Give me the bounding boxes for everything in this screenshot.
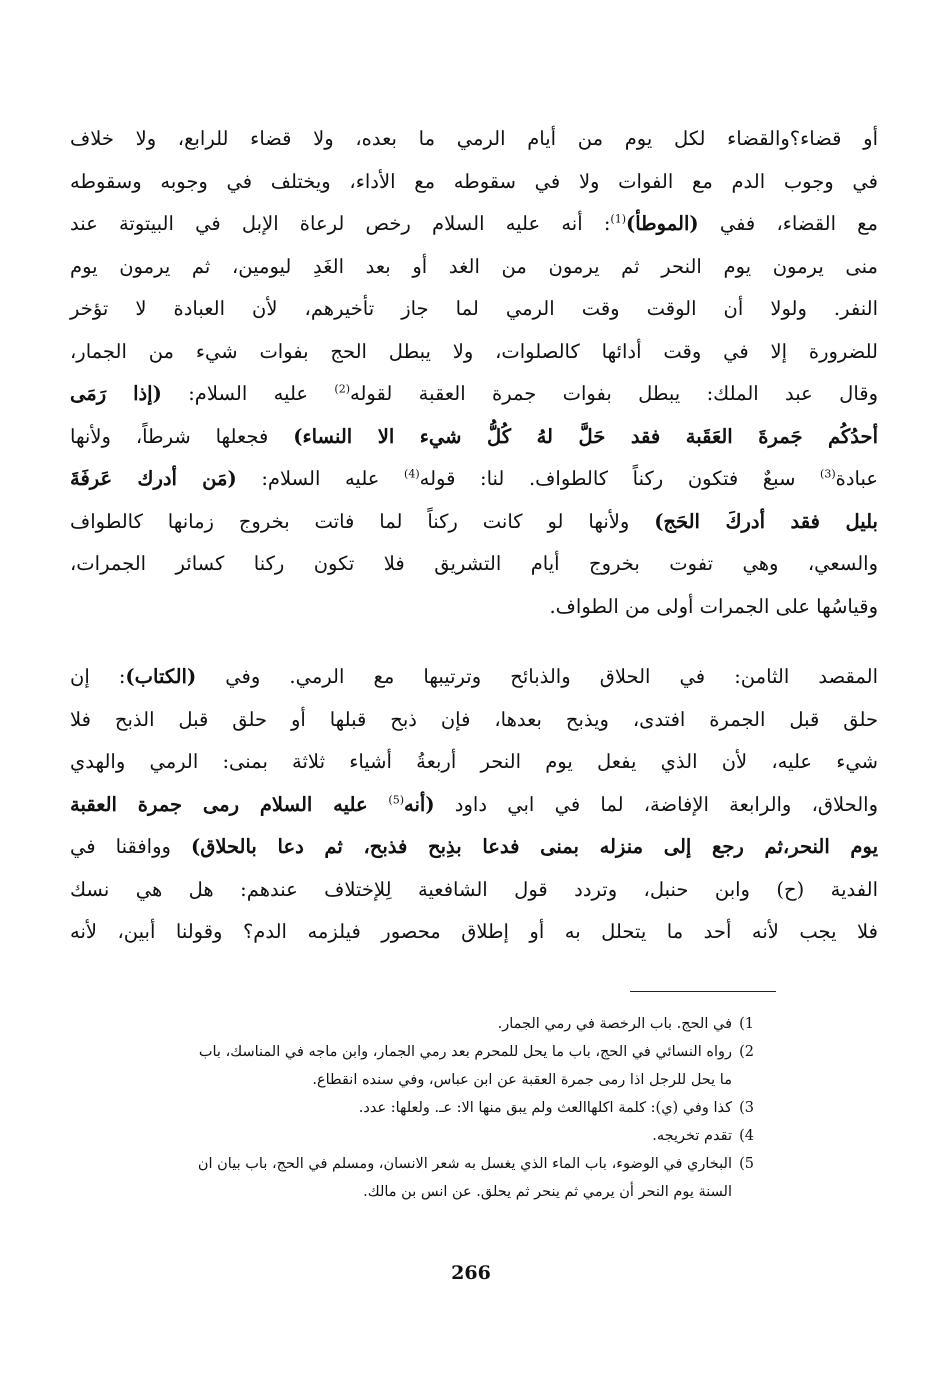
main-text [70, 118, 878, 954]
text-segment: : أنه عليه السلام رخص لرعاة الإبل في البيتوتة عند [70, 212, 611, 235]
footnote-ref-2[interactable]: (2) [334, 382, 350, 396]
footnote-number: 5) [739, 1156, 754, 1172]
footnote-text: رواه النسائي في الحج، باب ما يحل للمحرم بعد رمي الجمار، وابن ماجه في المناسك، باب [198, 1044, 732, 1060]
footnote-ref-1[interactable]: (1) [610, 212, 626, 226]
footnote-number: 1) [739, 1016, 754, 1032]
hadith-quote: عليه السلام رمى جمرة العقبة [70, 792, 389, 816]
hadith-quote: (مَن أدرك عَرفَةَ [70, 467, 237, 490]
footnote-text: في الحج. باب الرخصة في رمي الجمار. [497, 1016, 732, 1032]
footnotes [72, 1010, 754, 1206]
footnote-number: 3) [739, 1100, 754, 1116]
footnote-text: البخاري في الوضوء، باب الماء الذي يغسل به شعر الانسان، ومسلم في الحج، باب بيان ان [197, 1156, 732, 1172]
text-segment: : إن [70, 665, 126, 688]
text-segment: سبعٌ فتكون ركناً كالطواف. لنا: قوله [419, 467, 821, 490]
text-line [70, 826, 878, 869]
footnote-3 [72, 1094, 754, 1122]
hadith-quote: (إذا رَمَى [70, 382, 162, 405]
footnote-text-continued: ما يحل للرجل اذا رمى جمرة العقبة عن ابن عباس، وفي سنده انقطاع. [312, 1072, 732, 1088]
text-segment: عبادة [835, 467, 878, 490]
book-title-kitab: (الكتاب) [125, 665, 197, 688]
text-line: النفر. ولولا أن الوقت وقت الرمي لما جاز تأخيرهم، لأن العبادة لا تؤخر [70, 297, 878, 320]
footnote-text: تقدم تخريجه. [652, 1128, 732, 1144]
book-title-muwatta: (الموطأ) [625, 212, 699, 235]
text-segment: عليه السلام: [188, 382, 335, 405]
text-segment: وقال عبد الملك: يبطل بفوات جمرة العقبة لقوله [350, 382, 879, 405]
footnote-ref-4[interactable]: (4) [404, 467, 420, 481]
footnote-text-continued: السنة يوم النحر أن يرمي ثم ينحر ثم يحلق. عن انس بن مالك. [363, 1184, 732, 1200]
footnote-4 [72, 1122, 754, 1150]
footnote-ref-3[interactable]: (3) [820, 467, 836, 481]
text-segment: المقصد الثامن: في الحلاق والذبائح وترتيبها مع الرمي. وفي [225, 665, 879, 688]
text-line [70, 656, 878, 699]
text-line: أو قضاء؟والقضاء لكل يوم من أيام الرمي ما بعده، ولا قضاء للرابع، ولا خلاف [70, 127, 878, 150]
hadith-quote: أحدُكُم جَمرةَ العَقَبة فقد حَلَّ لهُ كُلُّ شيء الا النساء) [293, 424, 879, 448]
hadith-quote: (أنه [404, 792, 435, 816]
text-segment: فجعلها شرطاً، ولأنها [70, 424, 294, 448]
footnote-text: كذا وفي (ي): كلمة اكلهاالعث ولم يبق منها الا: عـ. ولعلها: عدد. [358, 1100, 732, 1116]
text-segment: والحلاق، والرابعة الإفاضة، لما في ابي داود [454, 792, 879, 816]
paragraph-ramy-qada [70, 118, 878, 628]
text-segment: عليه السلام: [261, 467, 405, 490]
text-line [70, 203, 878, 246]
text-line: شيء عليه، لأن الذي يفعل يوم النحر أربعةُ أشياء ثلاثة بمنى: الرمي والهدي [70, 750, 878, 773]
page-number: 266 [451, 1262, 491, 1284]
text-segment: ووافقنا في [70, 835, 191, 858]
text-line [70, 373, 878, 416]
text-line: للضرورة إلا في وقت أدائها كالصلوات، ولا يبطل الحج بفوات شيء من الجمار، [70, 339, 878, 363]
text-line: والسعي، وهي تفوت بخروج أيام التشريق فلا تكون ركنا كسائر الجمرات، [70, 552, 878, 575]
text-line [70, 501, 878, 544]
footnote-5 [72, 1150, 754, 1206]
footnote-number: 2) [739, 1044, 754, 1060]
text-line: في وجوب الدم مع الفوات ولا في سقوطه مع الأداء، ويختلف في وجوبه وسقوطه [70, 169, 878, 193]
text-segment: مع القضاء، ففي [719, 212, 878, 235]
footnote-divider [630, 991, 776, 992]
text-line: الفدية (ح) وابن حنبل، وتردد قول الشافعية لِلإختلاف عندهم: هل هي نسك [70, 877, 878, 901]
footnote-ref-5[interactable]: (5) [388, 793, 405, 806]
text-line [70, 784, 878, 827]
text-line [70, 416, 878, 459]
hadith-quote: يوم النحر،ثم رجع إلى منزله بمنى فدعا بذِبح فذبح، ثم دعا بالحلاق) [190, 835, 879, 858]
text-line: وقياسُها على الجمرات أولى من الطواف. [549, 594, 878, 618]
footnote-number: 4) [739, 1128, 754, 1144]
text-line: حلق قبل الجمرة افتدى، ويذبح بعدها، فإن ذبح قبلها أو حلق قبل الذبح فلا [70, 707, 878, 731]
hadith-quote: بليل فقد أدركَ الحَج) [654, 509, 878, 533]
text-line [70, 458, 878, 501]
footnote-1 [72, 1010, 754, 1038]
paragraph-eighth-section [70, 656, 878, 954]
footnote-2 [72, 1038, 754, 1094]
text-segment: ولأنها لو كانت ركناً لما فاتت بخروج زمانها كالطواف [70, 509, 655, 533]
text-line: منى يرمون يوم النحر ثم يرمون من الغد أو بعد الغَدِ ليومين، ثم يرمون يوم [70, 254, 878, 278]
text-line: فلا يجب لأنه أحد ما يتحلل به أو إطلاق محصور فيلزمه الدم؟ وقولنا أبين، لأنه [70, 920, 878, 943]
